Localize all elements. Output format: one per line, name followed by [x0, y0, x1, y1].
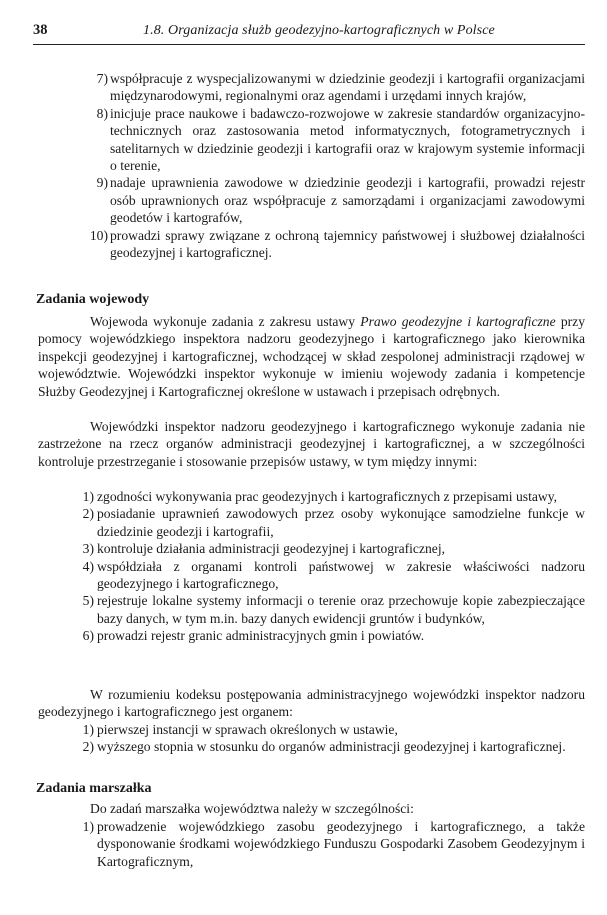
- list-item-number: 2): [82, 739, 94, 755]
- section-heading-marszalek: Zadania marszałka: [36, 781, 152, 796]
- list-item-number: 1): [82, 722, 94, 737]
- running-head: 1.8. Organizacja służb geodezyjno-kartograficznych w Polsce: [143, 23, 495, 38]
- list-item-text: posiadanie uprawnień zawodowych przez osoby wykonujące samodzielne funkcje w dziedzinie geodezji i kartografii,: [97, 506, 585, 539]
- list-item: [0, 105, 607, 175]
- list-item-text: kontroluje działania administracji geodezyjnej i kartograficznej,: [97, 541, 446, 557]
- list-item: [0, 818, 607, 870]
- paragraph-wojewoda-2: Wojewódzki inspektor nadzoru geodezyjnego i kartograficznego wykonuje zadania nie zastrzeżone na rzecz organów administracji geodezyjnej i kartograficznej, a w szczególności kontroluje przestrzeganie i stosowanie przepisów ustawy, w tym między innymi:: [38, 419, 585, 469]
- list-item-text: wyższego stopnia w stosunku do organów administracji geodezyjnej i kartograficznej.: [97, 739, 566, 755]
- list-item: [0, 540, 607, 557]
- inspector-task-list: [0, 488, 607, 645]
- list-item-number: 5): [82, 593, 94, 609]
- list-item: [0, 592, 607, 627]
- organ-list: [0, 721, 607, 756]
- list-item: [0, 627, 607, 644]
- list-item-text: inicjuje prace naukowe i badawczo-rozwojowe w zakresie standardów organizacyjno-technicznych oraz zastosowania metod informatycznych, fotogrametrycznych i satelitarnych w dziedzinie geodezji i kartografii oraz w krajowym systemie informacji o terenie,: [110, 105, 585, 174]
- list-item-number: 4): [82, 558, 94, 574]
- list-item: [0, 738, 607, 755]
- list-item-text: nadaje uprawnienia zawodowe w dziedzinie geodezji i kartografii, prowadzi rejestr osób uprawnionych oraz współpracuje z samorządami i organizacjami zawodowymi geodetów i kartografów,: [110, 175, 585, 226]
- page-header: [33, 20, 585, 45]
- list-item-text: pierwszej instancji w sprawach określonych w ustawie,: [97, 722, 398, 737]
- list-item-number: 8): [96, 105, 108, 121]
- list-item: [0, 227, 607, 262]
- list-item-number: 3): [82, 541, 94, 557]
- paragraph-wojewoda-3: W rozumieniu kodeksu postępowania administracyjnego wojewódzki inspektor nadzoru geodezyjnego i kartograficznego jest organem:: [38, 687, 585, 720]
- paragraph-marszalek-1: Do zadań marszałka województwa należy w szczególności:: [90, 801, 414, 816]
- list-item: [0, 721, 607, 738]
- section-heading-wojewoda: Zadania wojewody: [36, 292, 150, 307]
- list-item: [0, 505, 607, 540]
- list-item-text: rejestruje lokalne systemy informacji o terenie oraz przechowuje kopie zabezpieczające bazy danych, w tym m.in. bazy danych ewidencji gruntów i budynków,: [97, 593, 585, 626]
- list-item: [0, 558, 607, 593]
- list-item-number: 10): [89, 227, 108, 243]
- paragraph-text: przy pomocy wojewódzkiego inspektora nadzoru geodezyjnego i kartograficznego jako kierownika inspekcji geodezyjnej i kartograficznej, wchodzącej w skład zespolonej administracji rządowej w województwie. Wojewódzki inspektor wykonuje w imieniu wojewody zadania i kompetencje Służby Geodezyjnej i Kartograficznej określone w ustawach i przepisach odrębnych.: [38, 314, 585, 399]
- paragraph-wojewoda-1: [38, 313, 585, 400]
- list-item-text: prowadzi sprawy związane z ochroną tajemnicy państwowej i służbowej działalności geodezyjnej i kartograficznej.: [110, 227, 585, 261]
- list-item-number: 6): [82, 628, 94, 644]
- list-item-number: 1): [82, 489, 94, 504]
- list-item-text: prowadzenie wojewódzkiego zasobu geodezyjnego i kartograficznego, a także dysponowanie środkami wojewódzkiego Funduszu Gospodarki Zasobem Geodezyjnym i Kartograficznym,: [97, 819, 585, 869]
- list-item-number: 9): [96, 175, 108, 191]
- list-item-number: 7): [96, 71, 108, 86]
- list-item-text: zgodności wykonywania prac geodezyjnych i kartograficznych z przepisami ustawy,: [97, 489, 558, 504]
- paragraph-text: Wojewoda wykonuje zadania z zakresu ustawy: [90, 314, 361, 329]
- list-item-text: współdziała z organami kontroli państwowej w zakresie właściwości nadzoru geodezyjnego i kartograficznego,: [97, 558, 585, 592]
- list-item-number: 2): [82, 506, 94, 522]
- list-item-number: 1): [82, 819, 94, 834]
- task-list-top: [0, 70, 607, 261]
- list-item: [0, 488, 607, 505]
- list-item: [0, 174, 607, 226]
- page-number: 38: [33, 22, 48, 38]
- list-item-text: prowadzi rejestr granic administracyjnych gmin i powiatów.: [97, 628, 425, 644]
- list-item-text: współpracuje z wyspecjalizowanymi w dziedzinie geodezji i kartografii organizacjami międzynarodowymi, regionalnymi oraz agendami i urzędami innych krajów,: [110, 71, 585, 104]
- law-title: Prawo geodezyjne i kartograficzne: [360, 314, 556, 329]
- list-item: [0, 70, 607, 105]
- marszalek-task-list: [0, 818, 607, 870]
